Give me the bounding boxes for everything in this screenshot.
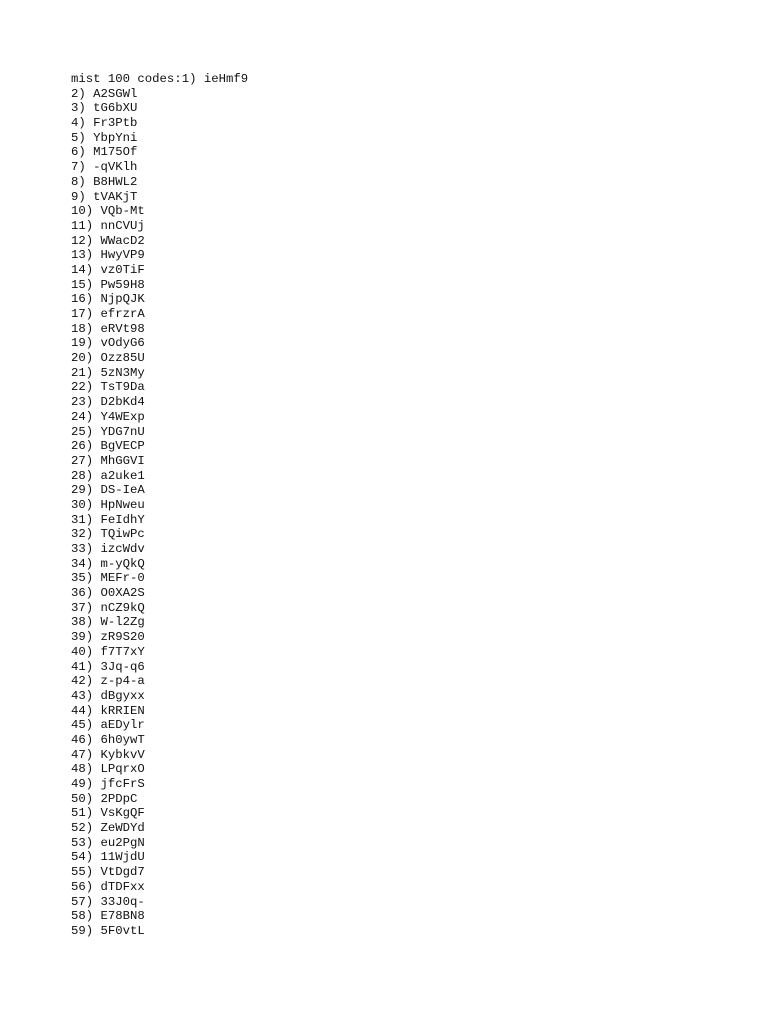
list-item: 48) LPqrxO xyxy=(71,762,145,777)
list-item: 17) efrzrA xyxy=(71,307,145,321)
list-item: 19) vOdyG6 xyxy=(71,336,145,351)
list-item: 39) zR9S20 xyxy=(71,630,145,645)
list-item: 5) YbpYni xyxy=(71,130,138,145)
list-item: 35) MEFr-0 xyxy=(71,571,145,586)
list-item: 10) VQb-Mt xyxy=(71,204,145,219)
list-item: 6) M175Of xyxy=(71,145,138,160)
list-item: 53) eu2PgN xyxy=(71,835,145,850)
list-item: 43) dBgyxx xyxy=(71,688,145,703)
list-item: 31) FeIdhY xyxy=(71,512,145,527)
list-item: 54) 11WjdU xyxy=(71,850,145,865)
list-item: 12) WWacD2 xyxy=(71,233,145,248)
list-item: 51) VsKgQF xyxy=(71,806,145,821)
list-item: 59) 5F0vtL xyxy=(71,923,145,938)
code-list xyxy=(71,72,248,939)
list-item: 14) vz0TiF xyxy=(71,262,145,277)
list-item: 8) B8HWL2 xyxy=(71,174,138,189)
list-item: 33) izcWdv xyxy=(71,542,145,556)
list-item: 34) m-yQkQ xyxy=(71,556,145,571)
list-item: 40) f7T7xY xyxy=(71,644,145,659)
list-item: 27) MhGGVI xyxy=(71,453,145,468)
list-item: 50) 2PDpC xyxy=(71,791,138,806)
list-item: 26) BgVECP xyxy=(71,439,145,454)
list-item: 22) TsT9Da xyxy=(71,380,145,395)
list-item: 37) nCZ9kQ xyxy=(71,600,145,615)
list-item: 30) HpNweu xyxy=(71,497,145,512)
list-item: 46) 6h0ywT xyxy=(71,732,145,747)
list-item: 18) eRVt98 xyxy=(71,321,145,336)
list-item: 20) Ozz85U xyxy=(71,351,145,366)
list-item: 58) E78BN8 xyxy=(71,909,145,924)
list-item: 49) jfcFrS xyxy=(71,777,145,791)
list-item: 41) 3Jq-q6 xyxy=(71,659,145,674)
list-item: 21) 5zN3My xyxy=(71,365,145,380)
list-heading-line: mist 100 codes:1) ieHmf9 xyxy=(71,72,249,86)
list-item: 55) VtDgd7 xyxy=(71,865,145,880)
list-item: 28) a2uke1 xyxy=(71,468,145,483)
list-item: 3) tG6bXU xyxy=(71,101,138,116)
list-item: 9) tVAKjT xyxy=(71,189,138,204)
list-item: 36) O0XA2S xyxy=(71,586,145,601)
list-item: 45) aEDylr xyxy=(71,718,145,733)
list-item: 42) z-p4-a xyxy=(71,674,145,689)
list-item: 47) KybkvV xyxy=(71,747,145,762)
list-item: 29) DS-IeA xyxy=(71,483,145,498)
list-item: 56) dTDFxx xyxy=(71,879,145,894)
list-item: 38) W-l2Zg xyxy=(71,615,145,630)
list-item: 24) Y4WExp xyxy=(71,409,145,424)
list-item: 2) A2SGWl xyxy=(71,86,138,101)
list-item: 32) TQiwPc xyxy=(71,527,145,542)
list-item: 11) nnCVUj xyxy=(71,218,145,233)
list-item: 23) D2bKd4 xyxy=(71,395,145,410)
list-item: 57) 33J0q- xyxy=(71,894,145,909)
list-item: 52) ZeWDYd xyxy=(71,821,145,836)
list-item: 44) kRRIEN xyxy=(71,703,145,718)
list-item: 25) YDG7nU xyxy=(71,424,145,439)
list-item: 15) Pw59H8 xyxy=(71,277,145,292)
list-item: 4) Fr3Ptb xyxy=(71,116,138,131)
list-item: 13) HwyVP9 xyxy=(71,248,145,263)
list-item: 16) NjpQJK xyxy=(71,292,145,307)
list-item: 7) -qVKlh xyxy=(71,160,138,175)
